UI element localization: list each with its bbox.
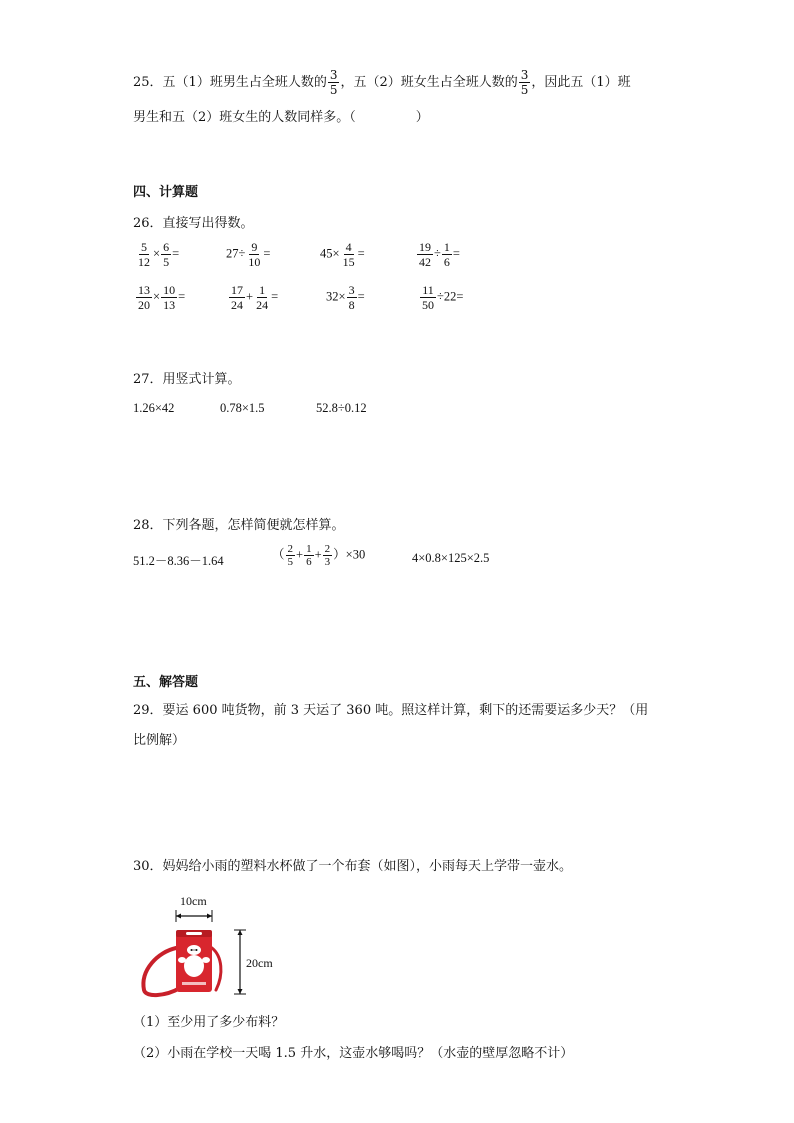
paren-open: （ — [272, 547, 285, 562]
frac-den: 5 — [163, 255, 170, 269]
operator: × — [153, 289, 161, 304]
frac-den: 5 — [520, 83, 529, 97]
frac-num: 9 — [251, 240, 258, 254]
frac-num: 19 — [419, 240, 431, 254]
frac — [136, 240, 152, 269]
q30-line1: 30．妈妈给小雨的塑料水杯做了一个布套（如图），小雨每天上学带一壶水。 — [133, 859, 573, 874]
q28-item2 — [272, 543, 365, 568]
frac — [161, 283, 177, 312]
q26-r1-item2 — [226, 240, 270, 269]
frac — [286, 543, 296, 568]
frac-den: 5 — [287, 556, 294, 568]
prefix: 32× — [326, 289, 346, 304]
frac-den: 12 — [138, 255, 150, 269]
frac-num: 1 — [259, 283, 266, 297]
frac — [323, 543, 333, 568]
frac — [417, 240, 433, 269]
operator: × — [153, 246, 161, 261]
equals: = — [172, 246, 180, 261]
height-label: 20cm — [246, 956, 273, 970]
q26-r1-item1 — [135, 240, 179, 269]
section-5-title: 五、解答题 — [133, 675, 199, 690]
q25-text-a: 25．五（1）班男生占全班人数的 — [133, 75, 327, 90]
frac-num: 17 — [231, 283, 243, 297]
water-bottle-cover-illustration — [136, 890, 296, 1002]
frac-num: 3 — [348, 283, 355, 297]
section-4-title: 四、计算题 — [133, 185, 199, 200]
frac-num: 5 — [141, 240, 147, 254]
frac-num: 10 — [163, 283, 176, 297]
frac-den: 50 — [422, 298, 434, 312]
q30-sub2: （2）小雨在学校一天喝 1.5 升水，这壶水够喝吗？（水壶的壁厚忽略不计） — [133, 1046, 574, 1061]
frac — [347, 283, 357, 312]
equals: = — [357, 289, 365, 304]
operator: + — [246, 289, 254, 304]
frac — [136, 283, 152, 312]
q25-text-b: ，五（2）班女生占全班人数的 — [340, 75, 518, 90]
frac-den: 15 — [342, 255, 355, 269]
frac-num: 3 — [329, 68, 338, 82]
q28-item3: 4×0.8×125×2.5 — [412, 551, 490, 565]
q25-line2-end: ） — [415, 110, 429, 125]
prefix: 27÷ — [226, 246, 246, 261]
q26-r1-item4 — [416, 240, 460, 269]
frac-den: 24 — [231, 298, 243, 312]
q29-line2: 比例解） — [133, 733, 186, 748]
q25-frac1 — [328, 68, 340, 97]
q28-title: 28．下列各题，怎样简便就怎样算。 — [133, 518, 345, 533]
frac-num: 1 — [306, 543, 312, 555]
frac-den: 5 — [329, 83, 338, 97]
frac — [246, 240, 262, 269]
q25-line1 — [133, 68, 631, 97]
suffix: ÷22= — [437, 289, 464, 304]
frac — [161, 240, 171, 269]
frac-num: 11 — [422, 283, 434, 297]
frac — [254, 283, 270, 312]
prefix: 45× — [320, 246, 340, 261]
frac — [442, 240, 452, 269]
equals: = — [178, 289, 186, 304]
paren-close: ）×30 — [333, 547, 366, 562]
q25-line2-text: 男生和五（2）班女生的人数同样多。（ — [133, 110, 356, 125]
equals: = — [357, 246, 365, 261]
equals: = — [452, 246, 460, 261]
q27-item3: 52.8÷0.12 — [316, 401, 367, 415]
frac-num: 3 — [520, 68, 529, 82]
q26-r1-item3 — [320, 240, 365, 269]
frac-num: 13 — [138, 283, 150, 297]
q30-sub1: （1）至少用了多少布料？ — [133, 1015, 285, 1030]
q27-item1: 1.26×42 — [133, 401, 175, 415]
frac-den: 13 — [163, 298, 176, 312]
frac-den: 3 — [324, 556, 331, 568]
q25-line2 — [133, 108, 429, 128]
equals: = — [263, 246, 271, 261]
q27-title: 27．用竖式计算。 — [133, 372, 241, 387]
operator: + — [296, 547, 304, 562]
frac-den: 8 — [348, 298, 355, 312]
q26-r2-item1 — [135, 283, 185, 312]
frac-den: 20 — [138, 298, 150, 312]
q26-r2-item3 — [326, 283, 365, 312]
q26-title: 26．直接写出得数。 — [133, 216, 254, 231]
frac-den: 6 — [443, 255, 450, 269]
q29-line1: 29．要运 600 吨货物，前 3 天运了 360 吨。照这样计算，剩下的还需要运多少天？（用 — [133, 703, 649, 718]
width-label: 10cm — [180, 894, 207, 908]
q30-figure — [136, 890, 296, 1002]
q25-text-c: ，因此五（1）班 — [531, 75, 631, 90]
operator: + — [314, 547, 322, 562]
frac-den: 24 — [256, 298, 269, 312]
q25-frac2 — [519, 68, 531, 97]
frac-den: 6 — [306, 556, 312, 568]
frac — [420, 283, 436, 312]
frac-den: 10 — [248, 255, 261, 269]
frac-den: 42 — [419, 255, 431, 269]
q26-r2-item4 — [419, 283, 463, 312]
frac — [341, 240, 357, 269]
q26-r2-item2 — [228, 283, 278, 312]
frac-num: 1 — [443, 240, 450, 254]
frac-num: 2 — [287, 543, 294, 555]
q28-item1: 51.2－8.36－1.64 — [133, 554, 224, 568]
operator: ÷ — [434, 246, 441, 261]
frac — [229, 283, 245, 312]
frac-num: 2 — [324, 543, 331, 555]
frac-num: 4 — [345, 240, 352, 254]
frac — [304, 543, 314, 568]
equals: = — [271, 289, 279, 304]
frac-num: 6 — [163, 240, 170, 254]
q27-item2: 0.78×1.5 — [220, 401, 265, 415]
